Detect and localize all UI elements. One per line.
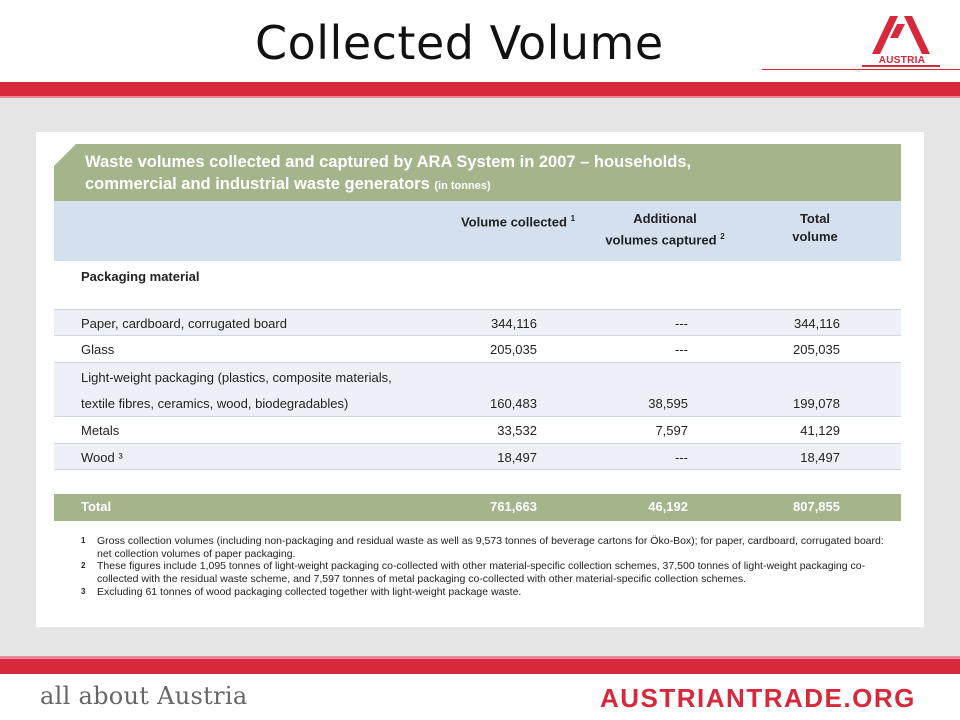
- column-header-volume: Volume collected $^1$: [460, 214, 576, 230]
- footnotes: [81, 535, 896, 599]
- bottom-band: [0, 659, 960, 674]
- top-band: [0, 82, 960, 96]
- footnote: 2 These figures include 1,095 tonnes of light-weight packaging co-collected with other material-specific collection schemes, 37,500 tonnes of light-weight packaging co-collected with the residual waste scheme, and 7,597 tonnes of metal packaging co-collected with other material-specific collection schemes.: [81, 560, 866, 586]
- footnote: 3 Excluding 61 tonnes of wood packaging collected together with light-weight package waste.: [81, 585, 522, 598]
- table-unit: (in tonnes): [434, 180, 491, 192]
- total-volume: 761,663: [490, 499, 537, 514]
- total-label: Total: [81, 499, 112, 514]
- footnote: 1 Gross collection volumes (including non-packaging and residual waste as well as 9,573 tonnes of beverage cartons for Öko-Box); for paper, cardboard, corrugated board: net collection volumes of paper packaging.: [81, 535, 884, 560]
- column-header-additional: Additional volumes captured $^2$: [605, 211, 725, 248]
- table-title-line2: commercial and industrial waste generators: [85, 175, 430, 193]
- table-row: Wood ³ 18,497 --- 18,497: [54, 443, 901, 469]
- column-header-total: Total volume: [792, 211, 838, 244]
- table-row: Glass 205,035 --- 205,035: [54, 335, 901, 362]
- table-row: Paper, cardboard, corrugated board 344,116 --- 344,116: [54, 309, 901, 335]
- section-label: Packaging material: [81, 269, 200, 284]
- total-total: 807,855: [793, 499, 840, 514]
- total-additional: 46,192: [648, 499, 688, 514]
- table-title-line1: Waste volumes collected and captured by ARA System in 2007 – households,: [85, 153, 692, 171]
- footer-tagline: all about Austria: [40, 682, 248, 710]
- table-row: Metals 33,532 7,597 41,129: [54, 416, 901, 443]
- footer-website: AUSTRIANTRADE.ORG: [600, 683, 916, 713]
- total-row: [54, 494, 901, 521]
- slide-title: Collected Volume: [255, 16, 664, 70]
- table-title: [85, 151, 885, 197]
- table-row: Light-weight packaging (plastics, composite materials, textile fibres, ceramics, wood, biodegradables) 160,483 38,595 199,078: [54, 362, 901, 416]
- table-bottom-rule: [54, 469, 901, 470]
- logo-text: AUSTRIA: [878, 55, 926, 66]
- austria-logo: [860, 14, 942, 68]
- title-rule: [762, 69, 960, 70]
